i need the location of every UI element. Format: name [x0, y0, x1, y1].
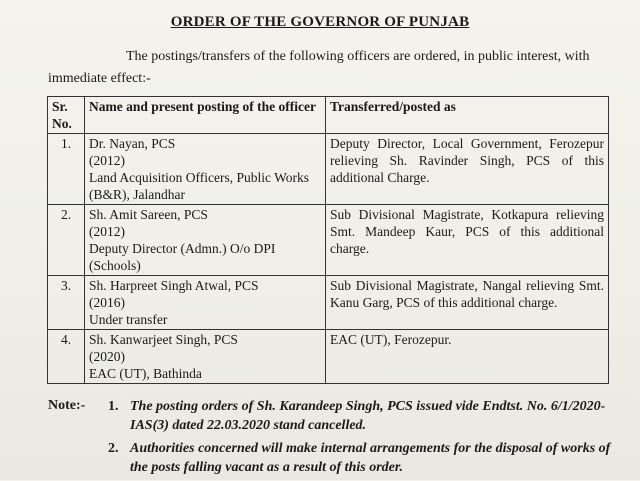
row-sr: 3.	[48, 276, 85, 330]
note-text: Authorities concerned will make internal arrangements for the disposal of works of the posts falling vacant as a result of this order.	[130, 441, 611, 475]
row-officer	[85, 276, 326, 330]
note-item	[108, 397, 618, 435]
officer-name: Sh. Harpreet Singh Atwal, PCS	[89, 278, 259, 293]
header-name-posting: Name and present posting of the officer	[85, 97, 326, 134]
notes-list	[108, 397, 618, 481]
table-header-row	[48, 97, 609, 134]
intro-paragraph: The postings/transfers of the following officers are ordered, in public interest, with immediate effect:-	[48, 49, 590, 86]
row-sr: 4.	[48, 330, 85, 384]
table-row	[48, 330, 609, 384]
officer-batch: (2012)	[89, 224, 125, 239]
header-sr-no: Sr. No.	[48, 97, 85, 134]
officer-name: Sh. Kanwarjeet Singh, PCS	[89, 332, 238, 347]
officer-present-posting: EAC (UT), Bathinda	[89, 366, 202, 381]
officer-present-posting: Land Acquisition Officers, Public Works (B&R), Jalandhar	[89, 170, 310, 202]
row-officer	[85, 134, 326, 205]
row-posted-as: Deputy Director, Local Government, Ferozepur relieving Sh. Ravinder Singh, PCS of this additional Charge.	[326, 134, 609, 205]
officer-name: Sh. Amit Sareen, PCS	[89, 207, 208, 222]
officer-batch: (2012)	[89, 153, 125, 168]
transfer-table	[47, 96, 609, 384]
note-text: The posting orders of Sh. Karandeep Singh, PCS issued vide Endtst. No. 6/1/2020-IAS(3) dated 22.03.2020 stand cancelled.	[130, 399, 606, 433]
officer-batch: (2016)	[89, 295, 125, 310]
table-row	[48, 205, 609, 276]
row-posted-as: Sub Divisional Magistrate, Kotkapura relieving Smt. Mandeep Kaur, PCS of this additional charge.	[326, 205, 609, 276]
note-label: Note:-	[48, 398, 86, 413]
table-row	[48, 276, 609, 330]
row-officer	[85, 330, 326, 384]
row-sr: 1.	[48, 134, 85, 205]
officer-name: Dr. Nayan, PCS	[89, 136, 176, 151]
row-posted-as: EAC (UT), Ferozepur.	[326, 330, 609, 384]
page-title: ORDER OF THE GOVERNOR OF PUNJAB	[170, 14, 470, 30]
note-number: 1.	[108, 399, 119, 414]
note-item	[108, 439, 618, 477]
officer-batch: (2020)	[89, 349, 125, 364]
row-sr: 2.	[48, 205, 85, 276]
officer-present-posting: Deputy Director (Admn.) O/o DPI (Schools)	[89, 241, 276, 273]
note-number: 2.	[108, 441, 119, 456]
header-transferred: Transferred/posted as	[326, 97, 609, 134]
table-row	[48, 134, 609, 205]
row-officer	[85, 205, 326, 276]
officer-present-posting: Under transfer	[89, 312, 168, 327]
row-posted-as: Sub Divisional Magistrate, Nangal relieving Smt. Kanu Garg, PCS of this additional charge.	[326, 276, 609, 330]
